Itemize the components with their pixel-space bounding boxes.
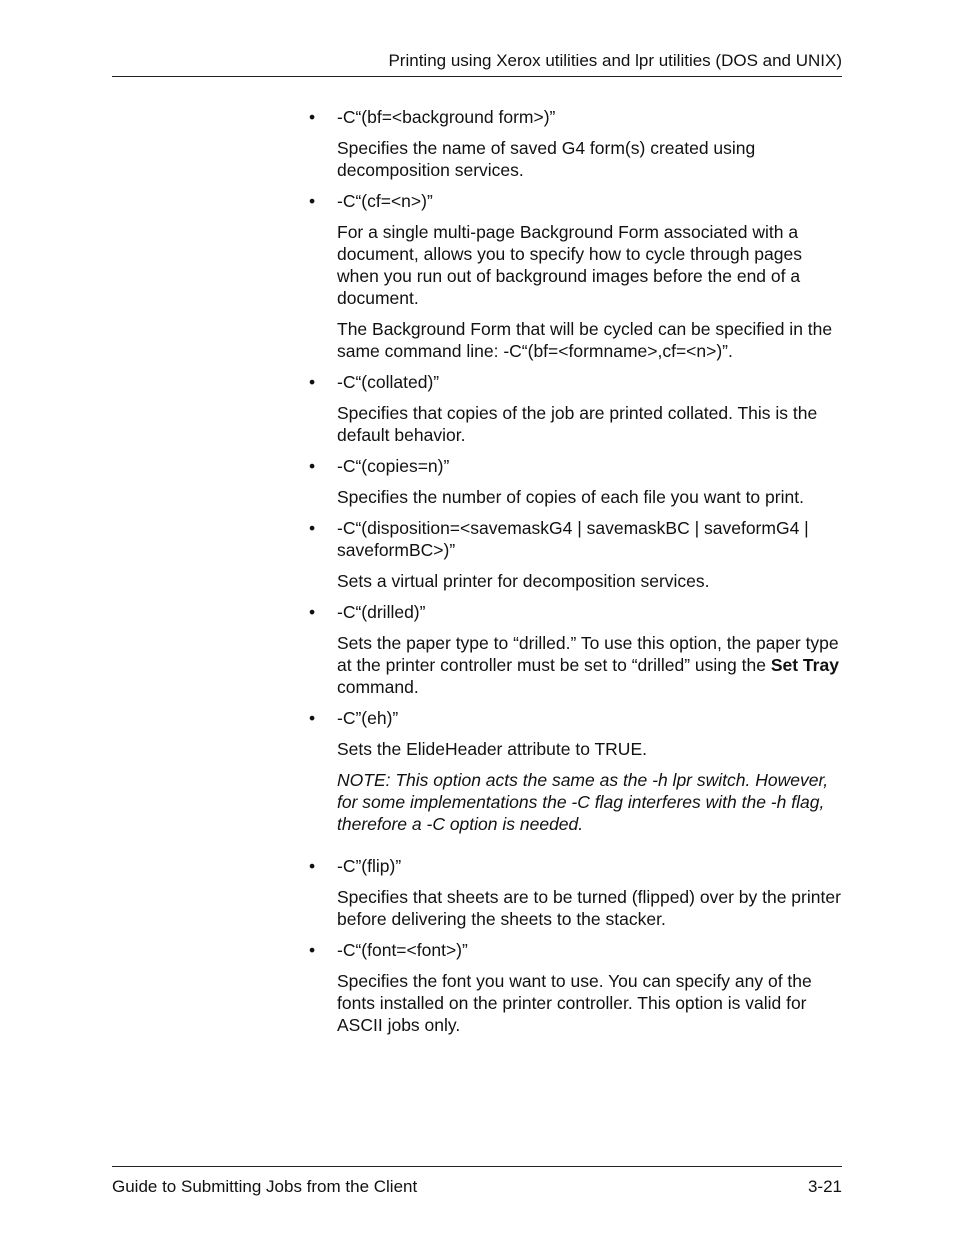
option-entry-collated <box>309 371 844 446</box>
option-description: Sets the paper type to “drilled.” To use this option, the paper type at the printer controller must be set to “drilled” using the Set Tray command. <box>337 633 839 697</box>
bullet-icon: • <box>309 518 316 538</box>
option-description: Specifies the font you want to use. You can specify any of the fonts installed on the printer controller. This option is valid for ASCII jobs only. <box>337 971 812 1035</box>
option-name: • -C“(copies=n)” <box>309 456 450 476</box>
option-description: Specifies the number of copies of each file you want to print. <box>337 487 804 507</box>
option-entry-eh <box>309 707 844 835</box>
option-description: Specifies that sheets are to be turned (flipped) over by the printer before delivering the sheets to the stacker. <box>337 887 841 929</box>
option-description: Sets a virtual printer for decomposition services. <box>337 571 710 591</box>
command-name: Set Tray <box>770 655 839 675</box>
option-description: Specifies that copies of the job are printed collated. This is the default behavior. <box>337 403 818 445</box>
bullet-icon: • <box>309 191 316 211</box>
bullet-icon: • <box>309 708 316 728</box>
option-entry-cf <box>309 190 844 362</box>
header-title: Printing using Xerox utilities and lpr utilities (DOS and UNIX) <box>388 51 842 70</box>
option-entry-font <box>309 939 844 1036</box>
running-footer <box>112 1166 842 1198</box>
bullet-icon: • <box>309 856 316 876</box>
bullet-icon: • <box>309 107 316 127</box>
option-entry-copies <box>309 455 844 508</box>
page-number: 3-21 <box>807 1177 842 1196</box>
bullet-icon: • <box>309 940 316 960</box>
note-text: NOTE: This option acts the same as the -h lpr switch. However, for some implementations the -C flag interferes with the -h flag, therefore a -C option is needed. <box>337 770 829 834</box>
option-description: For a single multi-page Background Form associated with a document, allows you to specify how to cycle through pages when you run out of background images before the end of a document. <box>337 222 802 308</box>
option-entry-bf <box>309 106 844 181</box>
option-name: • -C“(bf=<background form>)” <box>309 107 556 127</box>
bullet-icon: • <box>309 456 316 476</box>
option-entry-flip <box>309 855 844 930</box>
option-description: Specifies the name of saved G4 form(s) created using decomposition services. <box>337 138 756 180</box>
option-name: • -C”(flip)” <box>309 856 402 876</box>
option-name: • -C“(font=<font>)” <box>309 940 468 960</box>
option-description: The Background Form that will be cycled can be specified in the same command line: -C“(bf=<formname>,cf=<n>)”. <box>337 319 833 361</box>
bullet-icon: • <box>309 602 316 622</box>
footer-title: Guide to Submitting Jobs from the Client <box>112 1177 418 1196</box>
option-name: • -C”(eh)” <box>309 708 399 728</box>
option-name: • -C“(collated)” <box>309 372 440 392</box>
option-entry-disposition <box>309 517 844 592</box>
option-name: • -C“(drilled)” <box>309 602 426 622</box>
running-header <box>112 50 842 77</box>
bullet-icon: • <box>309 372 316 392</box>
option-name: • -C“(disposition=<savemaskG4 | savemaskBC | saveformG4 | saveformBC>)” <box>309 518 809 560</box>
option-name: • -C“(cf=<n>)” <box>309 191 433 211</box>
option-description: Sets the ElideHeader attribute to TRUE. <box>337 739 647 759</box>
options-list <box>309 106 844 1045</box>
option-entry-drilled <box>309 601 844 698</box>
